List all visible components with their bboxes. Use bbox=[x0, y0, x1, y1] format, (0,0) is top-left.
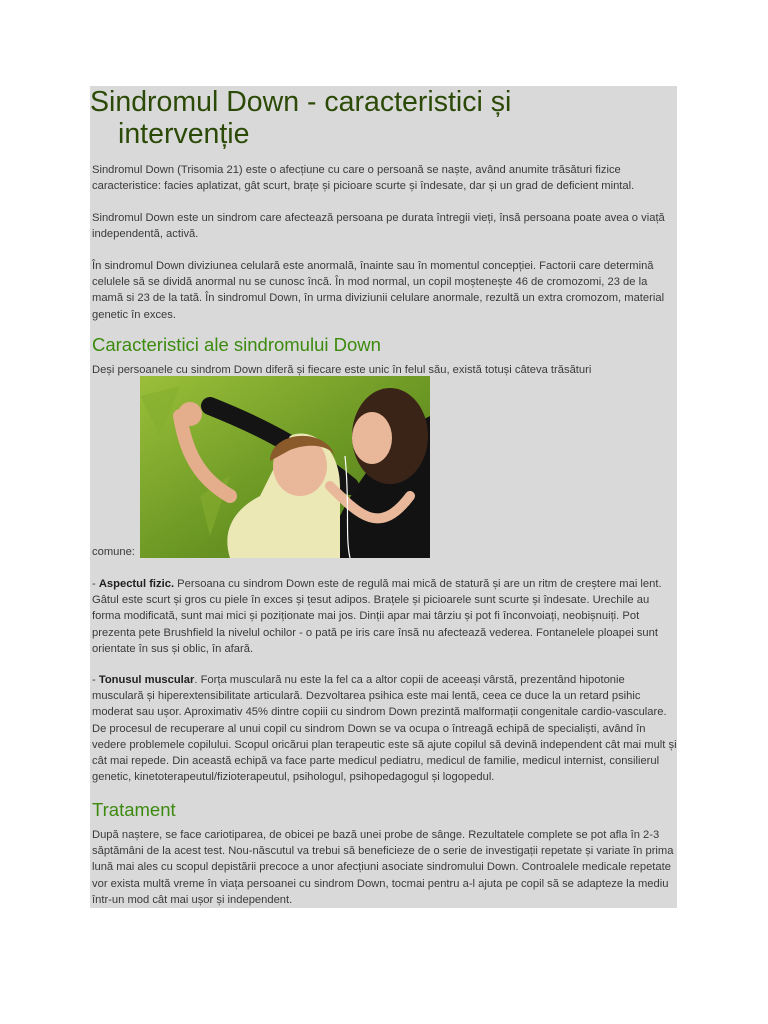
paragraph-tratament: După naștere, se face cariotiparea, de obicei pe bază unei probe de sânge. Rezultatele complete se pot afla în 2-3 săptămâni de la acest test. Nou-născutul va trebui să beneficieze de o serie de investigații repetate și variate în prima lună mai ales cu scopul depistării precoce a unor afecțiuni asociate sindromului Down. Controalele medicale repetate vor exista multă vreme în viața persoanei cu sindrom Down, tocmai pentru a-l ajuta pe copil să se adapteze la mediu într-un mod cât mai ușor și independent. bbox=[92, 829, 674, 906]
page-title-line-2: intervenție bbox=[118, 118, 250, 150]
tonus-prefix: - bbox=[92, 674, 99, 686]
page-title bbox=[90, 86, 677, 150]
tonus-text: . Forța musculară nu este la fel ca a altor copii de aceeași vârstă, prezentând hipotonie musculară și hiperextensibilitate articulară. Dezvoltarea psihica este mai lentă, ceea ce duce la un retard psihic moderat sau ușor. Aproximativ 45% dintre copiii cu sindrom Down prezintă malformații congenitale cardio-vasculare. De procesul de recuperare al unui copil cu sindrom Down se va ocupa o întreagă echipă de specialiști, având în vedere problemele copilului. Scopul oricărui plan terapeutic este să ajute copilul să devină independent cât mai mult și cât mai repede. Din această echipă va face parte medicul pediatru, medicul de familie, medicul internist, consilierul genetic, kinetoterapeutul/fizioterapeutul, psihologul, psihopedagogul și logopedul. bbox=[92, 674, 677, 784]
photo-child-and-mother bbox=[140, 376, 430, 558]
caracteristici-intro: Deși persoanele cu sindrom Down diferă și fiecare este unic în felul său, există totuși câteva trăsături bbox=[92, 364, 592, 376]
caracteristici-intro-end: comune: bbox=[92, 546, 135, 558]
document-panel bbox=[90, 86, 677, 908]
aspect-prefix: - bbox=[92, 578, 99, 590]
intro-paragraph-2: Sindromul Down este un sindrom care afectează persoana pe durata întregii vieți, însă persoana poate avea o viață independentă, activă. bbox=[92, 212, 665, 241]
aspect-text: Persoana cu sindrom Down este de regulă mai mică de statură și are un ritm de creștere mai lent. Gâtul este scurt și gros cu piele în exces și țesut adipos. Brațele și picioarele sunt scurte și îndesate. Urechile au forma modificată, sunt mai mici și poziționate mai jos. Dinții apar mai târziu și pot fi înconvoiați, neobișnuiți. Pot prezenta pete Brushfield la nivelul ochilor - o pată pe iris care însă nu afectează vederea. Fontanelele ploapei sunt orientate în sus și oblic, în afară. bbox=[92, 578, 662, 655]
heading-caracteristici: Caracteristici ale sindromului Down bbox=[92, 334, 381, 355]
heading-tratament: Tratament bbox=[92, 799, 176, 820]
intro-paragraph-3: În sindromul Down diviziunea celulară este anormală, înainte sau în momentul concepției. Factorii care determină celulele să se dividă anormal nu se cunosc încă. În mod normal, un copil moștenește 46 de cromozomi, 23 de la mamă si 23 de la tată. În sindromul Down, în urma diviziunii celulare anormale, rezultă un extra cromozom, material genetic în exces. bbox=[92, 260, 665, 321]
page-title-line-1: Sindromul Down - caracteristici și bbox=[90, 86, 512, 118]
tonus-label: Tonusul muscular bbox=[98, 674, 195, 686]
intro-paragraph-1: Sindromul Down (Trisomia 21) este o afecțiune cu care o persoană se naște, având anumite trăsături fizice caracteristice: facies aplatizat, gât scurt, brațe și picioare scurte și îndesate, dar și un grad de deficient mintal. bbox=[92, 164, 635, 193]
paragraph-aspect-fizic bbox=[92, 576, 678, 657]
aspect-label: Aspectul fizic. bbox=[98, 578, 175, 590]
paragraph-tonus-muscular bbox=[92, 672, 678, 785]
